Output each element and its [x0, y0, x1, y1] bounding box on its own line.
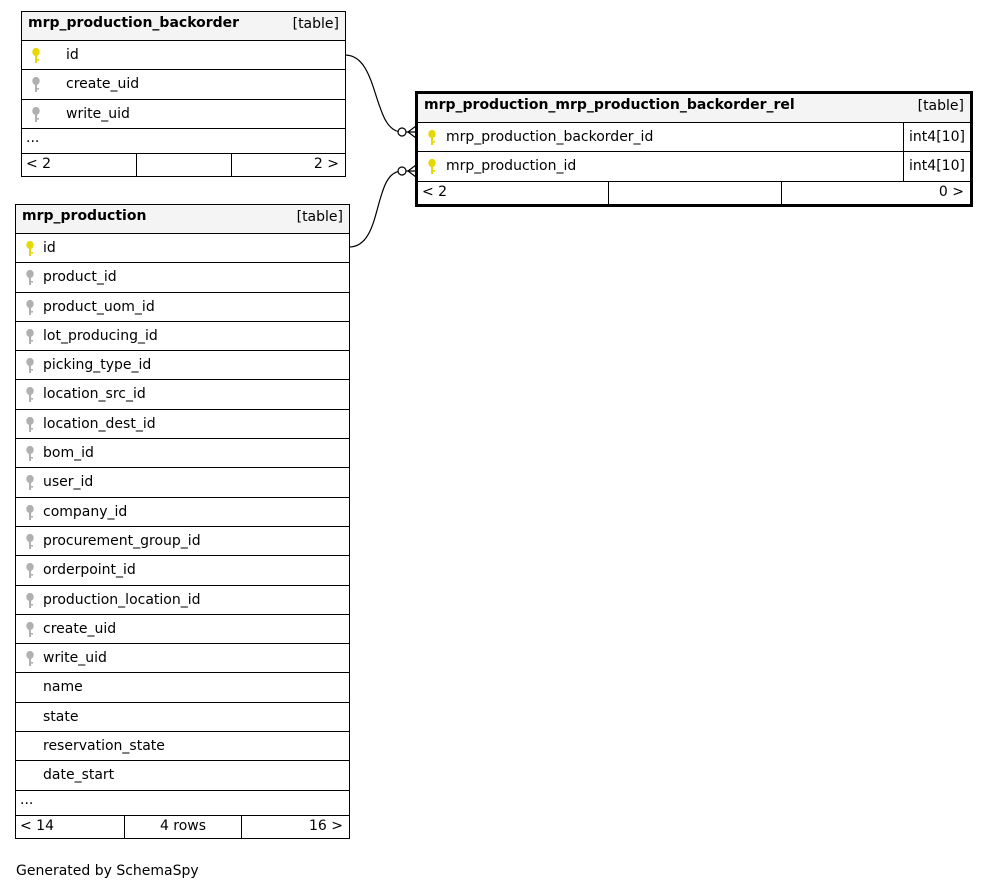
column-row[interactable]	[16, 380, 349, 409]
column-name: create_uid	[66, 76, 140, 93]
foreign-key-icon	[24, 534, 36, 550]
column-row[interactable]	[16, 732, 349, 761]
children-count[interactable]: 16 >	[309, 817, 343, 834]
column-row[interactable]	[16, 234, 349, 263]
primary-key-icon	[30, 48, 42, 64]
column-name: production_location_id	[43, 591, 201, 608]
column-row[interactable]	[16, 293, 349, 322]
column-name: picking_type_id	[43, 357, 152, 374]
column-row[interactable]	[418, 123, 970, 152]
table-mrp-production-backorder[interactable]	[21, 11, 346, 177]
foreign-key-icon	[30, 107, 42, 123]
rows-count	[608, 182, 782, 204]
table-header	[22, 12, 345, 41]
column-row[interactable]	[16, 527, 349, 556]
foreign-key-icon	[24, 563, 36, 579]
foreign-key-icon	[24, 651, 36, 667]
primary-key-icon	[426, 130, 438, 146]
column-row[interactable]	[16, 556, 349, 585]
table-mrp-production-backorder-rel[interactable]	[415, 91, 973, 207]
column-row[interactable]	[16, 644, 349, 673]
column-name: company_id	[43, 503, 128, 520]
foreign-key-icon	[24, 270, 36, 286]
table-footer	[418, 182, 970, 204]
column-name: name	[43, 679, 83, 696]
column-name: product_id	[43, 269, 117, 286]
foreign-key-icon	[24, 358, 36, 374]
column-name: mrp_production_id	[446, 158, 577, 175]
column-name: procurement_group_id	[43, 532, 201, 549]
more-columns[interactable]: ...	[22, 129, 345, 154]
foreign-key-icon	[24, 387, 36, 403]
more-columns[interactable]: ...	[16, 791, 349, 816]
column-row[interactable]	[16, 761, 349, 790]
column-name: state	[43, 708, 79, 725]
foreign-key-icon	[24, 417, 36, 433]
table-kind: [table]	[292, 16, 339, 32]
column-name: id	[66, 47, 79, 63]
children-count[interactable]: 2 >	[313, 155, 339, 172]
column-name: location_src_id	[43, 386, 146, 403]
column-list	[22, 41, 345, 129]
primary-key-icon	[24, 241, 36, 257]
column-type: int4[10]	[903, 152, 970, 180]
foreign-key-icon	[30, 77, 42, 93]
column-name: create_uid	[43, 620, 117, 637]
table-header	[418, 94, 970, 123]
column-name: write_uid	[66, 105, 130, 122]
relationship-backorder-optional-marker	[398, 128, 406, 136]
parents-count[interactable]: < 14	[20, 817, 54, 834]
column-name: reservation_state	[43, 738, 165, 755]
column-name: lot_producing_id	[43, 327, 158, 344]
table-kind: [table]	[917, 98, 964, 114]
rows-count: 4 rows	[124, 816, 242, 838]
table-mrp-production[interactable]	[15, 204, 350, 839]
parents-count[interactable]: < 2	[422, 183, 448, 200]
table-header	[16, 205, 349, 234]
column-row[interactable]	[22, 70, 345, 99]
column-name: user_id	[43, 474, 94, 491]
rows-count	[136, 154, 232, 176]
table-footer	[16, 816, 349, 838]
table-name[interactable]: mrp_production	[22, 208, 147, 224]
column-row[interactable]	[16, 322, 349, 351]
column-name: mrp_production_backorder_id	[446, 129, 654, 145]
column-row[interactable]	[16, 498, 349, 527]
generated-by-label: Generated by SchemaSpy	[16, 863, 199, 879]
table-name[interactable]: mrp_production_backorder	[28, 15, 240, 31]
column-name: orderpoint_id	[43, 562, 136, 579]
column-row[interactable]	[16, 351, 349, 380]
column-name: date_start	[43, 767, 115, 784]
column-row[interactable]	[16, 468, 349, 497]
primary-key-icon	[426, 159, 438, 175]
foreign-key-icon	[24, 300, 36, 316]
table-name[interactable]: mrp_production_mrp_production_backorder_rel	[424, 97, 795, 113]
foreign-key-icon	[24, 475, 36, 491]
column-name: product_uom_id	[43, 298, 155, 315]
column-row[interactable]	[16, 703, 349, 732]
column-row[interactable]	[16, 439, 349, 468]
column-row[interactable]	[418, 152, 970, 181]
table-kind: [table]	[296, 209, 343, 225]
parents-count[interactable]: < 2	[26, 155, 52, 172]
column-name: write_uid	[43, 650, 107, 667]
column-list	[418, 123, 970, 182]
children-count[interactable]: 0 >	[938, 183, 964, 200]
column-row[interactable]	[16, 673, 349, 702]
foreign-key-icon	[24, 446, 36, 462]
foreign-key-icon	[24, 505, 36, 521]
column-type: int4[10]	[903, 123, 970, 151]
foreign-key-icon	[24, 329, 36, 345]
relationship-production-optional-marker	[398, 167, 406, 175]
relationship-production-link	[349, 171, 416, 247]
column-row[interactable]	[16, 586, 349, 615]
column-name: id	[43, 240, 56, 256]
column-row[interactable]	[22, 41, 345, 70]
column-name: bom_id	[43, 445, 94, 462]
column-row[interactable]	[22, 100, 345, 129]
column-list	[16, 234, 349, 791]
column-name: location_dest_id	[43, 415, 156, 432]
foreign-key-icon	[24, 593, 36, 609]
relationship-backorder-link	[345, 55, 416, 132]
table-footer	[22, 154, 345, 176]
column-row[interactable]	[16, 263, 349, 292]
column-row[interactable]	[16, 615, 349, 644]
column-row[interactable]	[16, 410, 349, 439]
foreign-key-icon	[24, 622, 36, 638]
